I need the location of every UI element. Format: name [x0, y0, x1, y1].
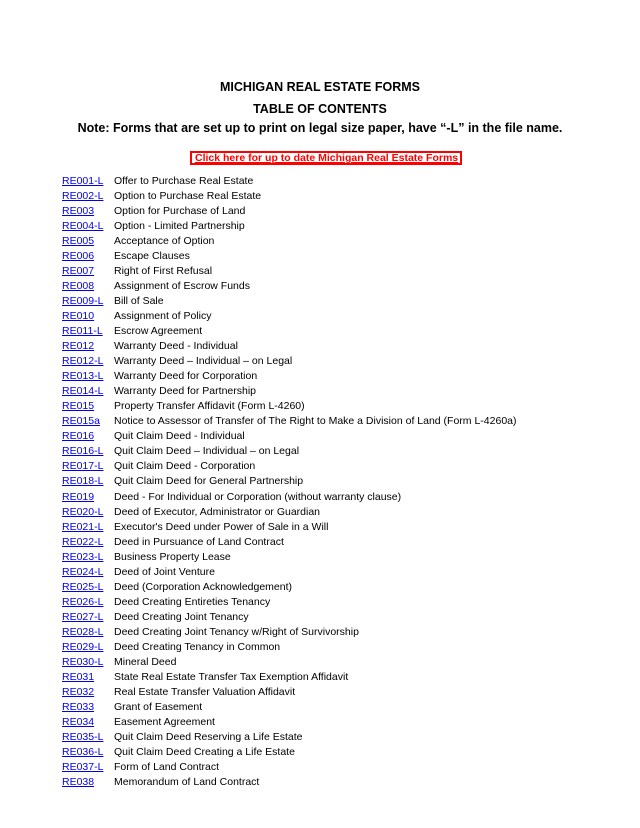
form-code-link[interactable]: RE023-L: [62, 550, 104, 563]
form-row: [62, 414, 622, 429]
form-description: Deed of Executor, Administrator or Guardian: [114, 505, 321, 518]
form-description: Property Transfer Affidavit (Form L-4260): [114, 400, 305, 413]
form-description: Deed of Joint Venture: [114, 565, 215, 578]
form-description: Warranty Deed for Partnership: [114, 385, 257, 398]
form-code-link[interactable]: RE008: [62, 279, 95, 292]
form-row: [62, 700, 622, 715]
form-description: Right of First Refusal: [114, 264, 213, 277]
form-row: [62, 354, 622, 369]
form-row: [62, 519, 622, 534]
form-row: [62, 293, 622, 308]
form-code-link[interactable]: RE006: [62, 249, 95, 262]
form-code-link[interactable]: RE025-L: [62, 580, 104, 593]
form-row: [62, 609, 622, 624]
form-row: [62, 639, 622, 654]
form-row: [62, 248, 622, 263]
form-description: Acceptance of Option: [114, 234, 215, 247]
form-row: [62, 444, 622, 459]
form-code-link[interactable]: RE027-L: [62, 610, 104, 623]
form-row: [62, 745, 622, 760]
form-code-link[interactable]: RE021-L: [62, 520, 104, 533]
form-code-link[interactable]: RE036-L: [62, 746, 104, 759]
form-description: Deed - For Individual or Corporation (without warranty clause): [114, 490, 402, 503]
form-code-link[interactable]: RE016: [62, 430, 95, 443]
form-row: [62, 760, 622, 775]
form-description: Deed in Pursuance of Land Contract: [114, 535, 284, 548]
form-row: [62, 594, 622, 609]
form-row: [62, 173, 622, 188]
form-description: Notice to Assessor of Transfer of The Right to Make a Division of Land (Form L-4260a): [114, 415, 517, 428]
form-row: [62, 489, 622, 504]
form-description: Quit Claim Deed for General Partnership: [114, 475, 304, 488]
form-description: Quit Claim Deed – Individual – on Legal: [114, 445, 300, 458]
form-row: [62, 323, 622, 338]
form-row: [62, 384, 622, 399]
form-row: [62, 624, 622, 639]
forms-list: [62, 173, 622, 790]
form-description: Form of Land Contract: [114, 761, 220, 774]
form-code-link[interactable]: RE030-L: [62, 656, 104, 669]
form-row: [62, 308, 622, 323]
form-code-link[interactable]: RE035-L: [62, 731, 104, 744]
form-row: [62, 203, 622, 218]
form-description: Easement Agreement: [114, 716, 215, 729]
form-row: [62, 459, 622, 474]
form-code-link[interactable]: RE018-L: [62, 475, 104, 488]
form-description: State Real Estate Transfer Tax Exemption Affidavit: [114, 671, 349, 684]
form-code-link[interactable]: RE003: [62, 204, 95, 217]
form-row: [62, 549, 622, 564]
form-code-link[interactable]: RE019: [62, 490, 95, 503]
form-description: Deed Creating Joint Tenancy w/Right of Survivorship: [114, 625, 359, 638]
form-description: Quit Claim Deed - Individual: [114, 430, 245, 443]
form-description: Deed Creating Joint Tenancy: [114, 610, 249, 623]
table-of-contents-heading: TABLE OF CONTENTS: [253, 102, 387, 116]
form-description: Real Estate Transfer Valuation Affidavit: [114, 686, 296, 699]
form-description: Executor's Deed under Power of Sale in a Will: [114, 520, 329, 533]
form-code-link[interactable]: RE037-L: [62, 761, 104, 774]
legal-size-note: Note: Forms that are set up to print on legal size paper, have “-L” in the file name.: [77, 121, 563, 135]
form-code-link[interactable]: RE015a: [62, 415, 100, 428]
form-row: [62, 188, 622, 203]
form-description: Assignment of Escrow Funds: [114, 279, 250, 292]
form-description: Escape Clauses: [114, 249, 190, 262]
form-description: Deed Creating Entireties Tenancy: [114, 595, 271, 608]
form-code-link[interactable]: RE002-L: [62, 189, 104, 202]
form-description: Warranty Deed – Individual – on Legal: [114, 355, 293, 368]
form-row: [62, 655, 622, 670]
form-code-link[interactable]: RE009-L: [62, 294, 104, 307]
form-row: [62, 534, 622, 549]
document-title: MICHIGAN REAL ESTATE FORMS: [220, 80, 420, 94]
form-code-link[interactable]: RE028-L: [62, 625, 104, 638]
form-row: [62, 399, 622, 414]
form-row: [62, 715, 622, 730]
form-description: Warranty Deed - Individual: [114, 340, 238, 353]
form-description: Deed (Corporation Acknowledgement): [114, 580, 293, 593]
form-row: [62, 339, 622, 354]
update-forms-link[interactable]: Click here for up to date Michigan Real Estate Forms: [190, 151, 462, 165]
form-description: Quit Claim Deed Creating a Life Estate: [114, 746, 295, 759]
form-code-link[interactable]: RE004-L: [62, 219, 104, 232]
form-description: Option - Limited Partnership: [114, 219, 245, 232]
form-description: Deed Creating Tenancy in Common: [114, 640, 281, 653]
form-code-link[interactable]: RE032: [62, 686, 95, 699]
form-row: [62, 730, 622, 745]
form-row: [62, 579, 622, 594]
form-code-link[interactable]: RE001-L: [62, 174, 104, 187]
form-code-link[interactable]: RE016-L: [62, 445, 104, 458]
form-code-link[interactable]: RE005: [62, 234, 95, 247]
form-description: Quit Claim Deed Reserving a Life Estate: [114, 731, 303, 744]
form-row: [62, 429, 622, 444]
form-code-link[interactable]: RE020-L: [62, 505, 104, 518]
form-row: [62, 218, 622, 233]
form-description: Offer to Purchase Real Estate: [114, 174, 254, 187]
form-code-link[interactable]: RE013-L: [62, 370, 104, 383]
form-code-link[interactable]: RE010: [62, 309, 95, 322]
form-code-link[interactable]: RE038: [62, 776, 95, 789]
form-row: [62, 233, 622, 248]
form-code-link[interactable]: RE014-L: [62, 385, 104, 398]
form-description: Warranty Deed for Corporation: [114, 370, 258, 383]
form-code-link[interactable]: RE011-L: [62, 324, 103, 337]
form-description: Option to Purchase Real Estate: [114, 189, 262, 202]
form-description: Assignment of Policy: [114, 309, 212, 322]
form-row: [62, 474, 622, 489]
form-row: [62, 685, 622, 700]
form-description: Bill of Sale: [114, 294, 164, 307]
form-code-link[interactable]: RE007: [62, 264, 95, 277]
form-code-link[interactable]: RE012: [62, 340, 95, 353]
form-code-link[interactable]: RE031: [62, 671, 95, 684]
form-description: Mineral Deed: [114, 656, 177, 669]
form-code-link[interactable]: RE017-L: [62, 460, 104, 473]
form-code-link[interactable]: RE026-L: [62, 595, 104, 608]
form-code-link[interactable]: RE033: [62, 701, 95, 714]
form-description: Business Property Lease: [114, 550, 231, 563]
form-code-link[interactable]: RE029-L: [62, 640, 104, 653]
form-row: [62, 775, 622, 790]
form-row: [62, 369, 622, 384]
form-description: Escrow Agreement: [114, 324, 203, 337]
form-code-link[interactable]: RE015: [62, 400, 95, 413]
form-code-link[interactable]: RE034: [62, 716, 95, 729]
form-description: Option for Purchase of Land: [114, 204, 246, 217]
form-code-link[interactable]: RE012-L: [62, 355, 104, 368]
form-code-link[interactable]: RE024-L: [62, 565, 104, 578]
form-row: [62, 504, 622, 519]
form-code-link[interactable]: RE022-L: [62, 535, 104, 548]
form-row: [62, 670, 622, 685]
form-row: [62, 263, 622, 278]
form-description: Quit Claim Deed - Corporation: [114, 460, 256, 473]
form-row: [62, 564, 622, 579]
form-row: [62, 278, 622, 293]
form-description: Memorandum of Land Contract: [114, 776, 260, 789]
form-description: Grant of Easement: [114, 701, 203, 714]
